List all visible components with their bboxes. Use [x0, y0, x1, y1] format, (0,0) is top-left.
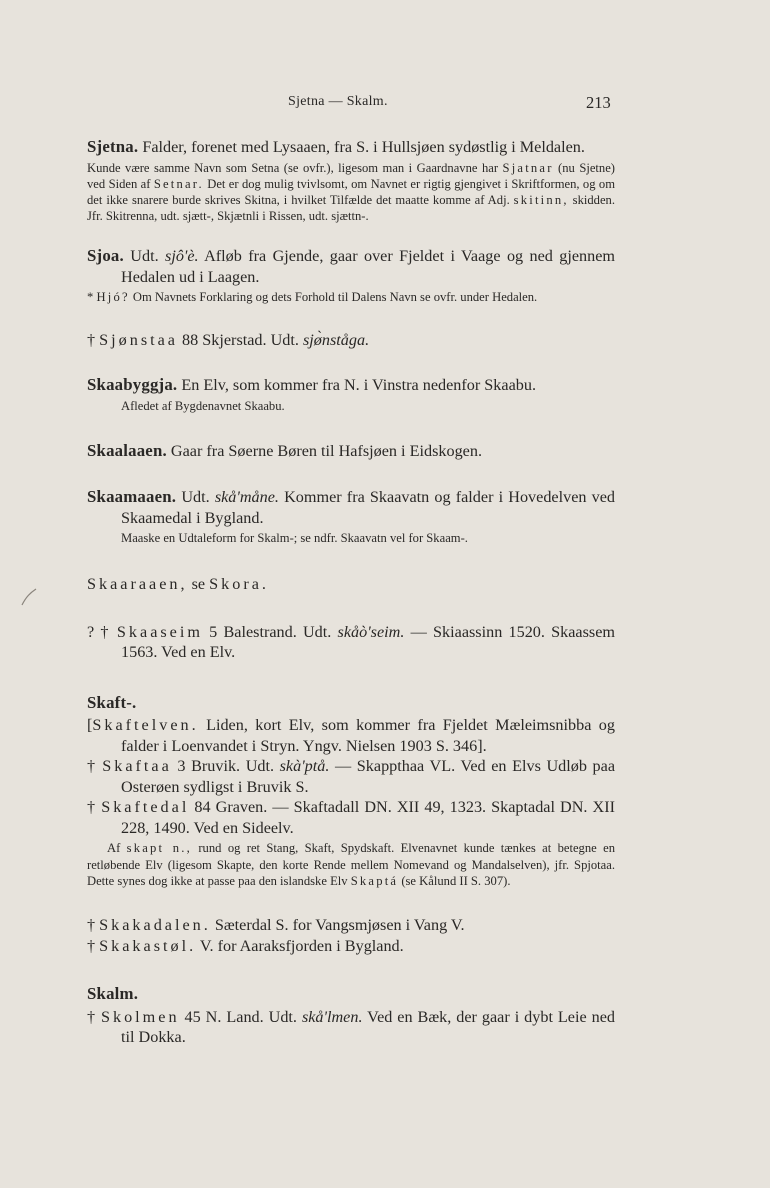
entry-note: * Hjó? Om Navnets Forklaring og dets Forhold til Dalens Navn se ovfr. under Hedalen.	[87, 290, 538, 305]
subentry-skolmen: † Skolmen 45 N. Land. Udt. skå'lmen. Ved en Bæk, der gaar i dybt Leie ned til Dokka.	[87, 1007, 616, 1047]
subentry-skaftaa: † Skaftaa 3 Bruvik. Udt. skà'ptå. — Skappthaa VL. Ved en Elvs Udløb paa Osterøen sydligst i Bruvik S.	[87, 757, 616, 796]
entry-skalm	[87, 984, 615, 1048]
pronunciation: skåò'seim.	[337, 622, 405, 641]
pronunciation: skà'ptå.	[279, 757, 330, 776]
place-name: Skaftedal	[101, 798, 190, 817]
subentry-skaftedal: † Skaftedal 84 Graven. — Skaftadall DN. XII 49, 1323. Skaptadal DN. XII 228, 1490. Ved en Sideelv.	[87, 798, 616, 837]
dictionary-entries	[87, 137, 615, 1048]
entry-skaalaaen: Skaalaaen. Gaar fra Søerne Børen til Hafsjøen i Eidskogen.	[87, 440, 482, 460]
entry-note: Af skapt n., rund og ret Stang, Skaft, Spydskaft. Elvenavnet kunde tænkes at betegne en retløbende Elv (ligesom Skapte, den korte Rende mellem Nomevand og Mandalselven), jfr. Spjotaa. Dette synes dog ikke at passe paa den islandske Elv Skaptá (se Kålund II S. 307).	[87, 841, 615, 888]
entry-sjonstaa: † Sjønstaa 88 Skjerstad. Udt. sjø̀nståga.	[87, 330, 370, 349]
dagger-mark: †	[87, 936, 100, 955]
pronunciation: sjø̀nståga.	[303, 330, 370, 349]
margin-pencil-mark	[18, 585, 40, 609]
entry-note: Kunde være samme Navn som Setna (se ovfr.), ligesom man i Gaardnavne har Sjatnar (nu Sjetne) ved Siden af Setnar. Det er dog mulig tvivlsomt, om Navnet er rigtig gjengivet i Skriftformen, og om det ikke snarere burde skrives Skitna, i hvilket Tilfælde det maatte komme af Adj. skitinn, skidden. Jfr. Skitrenna, udt. sjætt-, Skjætnli i Rissen, udt. sjættn-.	[87, 160, 615, 224]
dagger-mark: ? †	[87, 622, 117, 641]
place-name: Skaaraaen,	[87, 575, 188, 594]
entry-skaamaaen: Skaamaaen. Udt. skå'måne. Kommer fra Skaavatn og falder i Hovedelven ved Skaamedal i Bygland. Maaske en Udtaleform for Skalm-; se ndfr. Skaavatn vel for Skaam-.	[87, 487, 615, 546]
entry-skakadalen: † Skakadalen. Sæterdal S. for Vangsmjøsen i Vang V.	[87, 916, 465, 935]
pronunciation: skå'måne.	[214, 488, 279, 507]
entry-note: Maaske en Udtaleform for Skalm-; se ndfr. Skaavatn vel for Skaam-.	[121, 531, 468, 546]
pronunciation: skå'lmen.	[301, 1007, 363, 1026]
subentry-skaftelven: [Skaftelven. Liden, kort Elv, som kommer fra Fjeldet Mæleimsnibba og falder i Loenvandet i Stryn. Yngv. Nielsen 1903 S. 346].	[87, 716, 615, 755]
place-name: Skaaseim	[116, 622, 203, 641]
headword: Skaabyggja.	[87, 375, 178, 395]
dagger-mark: †	[87, 916, 100, 935]
page-number: 213	[586, 93, 611, 112]
place-name: Skaftelven.	[92, 716, 199, 735]
place-name: Skaftaa	[102, 757, 172, 776]
pronunciation: sjô'è.	[165, 247, 199, 266]
dagger-mark: †	[87, 798, 102, 817]
dagger-mark: †	[87, 330, 100, 349]
entry-skaaraaen: Skaaraaen, se Skora.	[87, 575, 269, 594]
headword: Skaalaaen.	[87, 440, 167, 460]
headword: Skaamaaen.	[87, 487, 177, 507]
cross-reference: Skora.	[209, 575, 269, 594]
place-name: Sjønstaa	[99, 330, 178, 349]
place-name: Skakastøl.	[99, 936, 197, 955]
entry-skaft	[87, 693, 615, 889]
entry-skaabyggja: Skaabyggja. En Elv, som kommer fra N. i Vinstra nedenfor Skaabu. Afledet af Bygdenavnet Skaabu.	[87, 375, 615, 414]
headword: Sjetna.	[87, 137, 139, 156]
entry-skakastol: † Skakastøl. V. for Aaraksfjorden i Bygland.	[87, 936, 404, 955]
place-name: Skolmen	[100, 1007, 180, 1026]
entry-sjoa: Sjoa. Udt. sjô'è. Afløb fra Gjende, gaar over Fjeldet i Vaage og ned gjennem Hedalen ud i Laagen. * Hjó? Om Navnets Forklaring og dets Forhold til Dalens Navn se ovfr. under Hedalen.	[87, 246, 616, 305]
entry-note: Afledet af Bygdenavnet Skaabu.	[121, 398, 285, 413]
dagger-mark: †	[87, 757, 103, 776]
entry-text: Falder, forenet med Lysaaen, fra S. i Hullsjøen sydøstlig i Meldalen.	[142, 138, 585, 156]
entry-sjetna	[87, 137, 615, 224]
place-name: Skakadalen.	[99, 916, 211, 935]
headword: Skaft-.	[87, 692, 137, 712]
dagger-mark: †	[87, 1007, 101, 1026]
headword: Sjoa.	[87, 246, 124, 266]
entry-skaaseim: ? † Skaaseim 5 Balestrand. Udt. skåò'seim. — Skiaassinn 1520. Skaassem 1563. Ved en Elv.	[87, 622, 615, 662]
running-title: Sjetna — Skalm.	[288, 94, 388, 109]
running-header	[0, 94, 770, 116]
headword: Skalm.	[87, 984, 139, 1004]
